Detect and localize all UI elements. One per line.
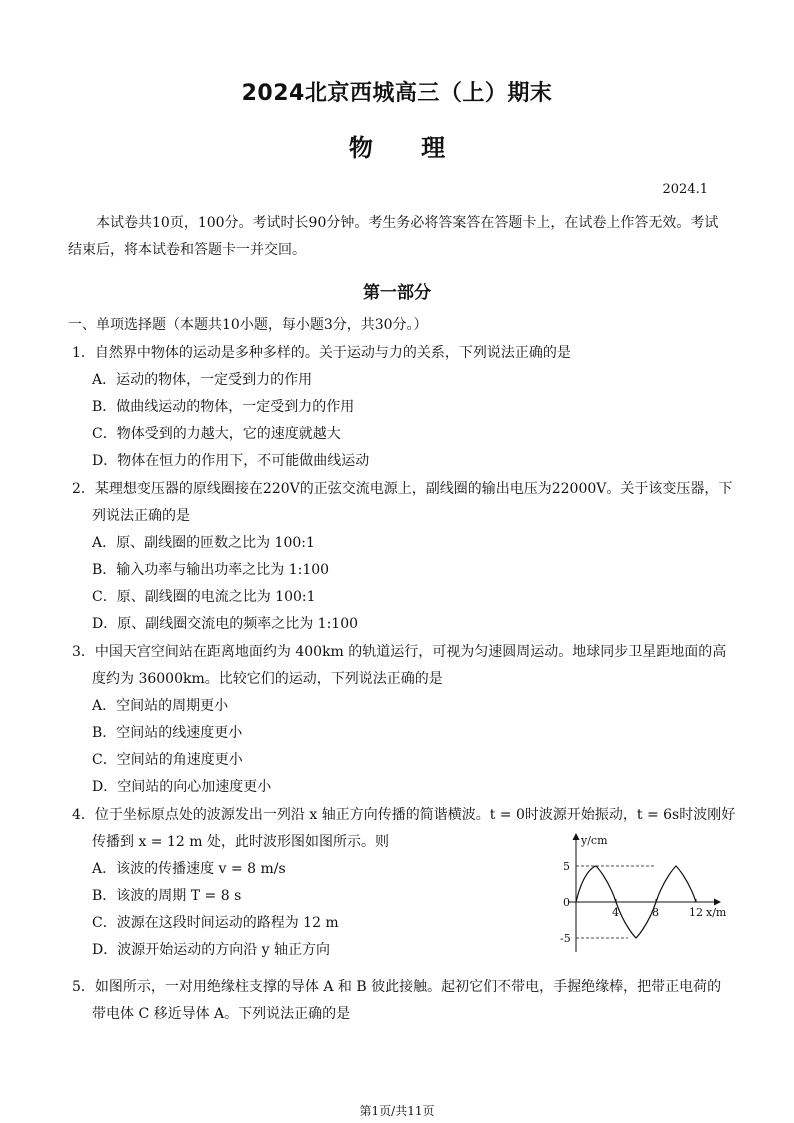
- y-tick-label-0: 0: [563, 896, 570, 909]
- question-3-option-d: D．空间站的向心加速度更小: [92, 779, 272, 795]
- question-2-option-d: D．原、副线圈交流电的频率之比为 1:100: [92, 616, 359, 632]
- question-1-option-d: D．物体在恒力的作用下，不可能做曲线运动: [92, 453, 370, 469]
- question-5-stem-cont: 带电体 C 移近导体 A。下列说法正确的是: [92, 1006, 351, 1022]
- x-tick-label-8: 8: [652, 906, 659, 919]
- question-1-option-b: B．做曲线运动的物体，一定受到力的作用: [92, 399, 355, 415]
- exam-date: 2024.1: [662, 182, 708, 197]
- question-2-option-b: B．输入功率与输出功率之比为 1:100: [92, 562, 330, 578]
- question-3-option-a: A．空间站的周期更小: [92, 698, 229, 714]
- question-3-option-b: B．空间站的线速度更小: [92, 725, 243, 741]
- question-5-stem: 5．如图所示，一对用绝缘柱支撑的导体 A 和 B 彼此接触。起初它们不带电，手握绝缘棒，把带正电荷的: [72, 979, 722, 995]
- subject-title: 物 理: [348, 134, 446, 162]
- y-axis-label: y/cm: [581, 834, 608, 847]
- question-4-stem-cont: 传播到 x = 12 m 处，此时波形图如图所示。则: [92, 834, 389, 850]
- question-2-stem-cont: 列说法正确的是: [92, 508, 190, 524]
- question-4-option-b: B．该波的周期 T = 8 s: [92, 888, 242, 904]
- intro-paragraph: 本试卷共10页，100分。考试时长90分钟。考生务必将答案答在答题卡上，在试卷上作答无效。考试结束后，将本试卷和答题卡一并交回。: [68, 215, 719, 258]
- question-4-option-d: D．波源开始运动的方向沿 y 轴正方向: [92, 942, 331, 958]
- question-1-stem: 1．自然界中物体的运动是多种多样的。关于运动与力的关系，下列说法正确的是: [72, 345, 571, 361]
- question-4-option-a: A．该波的传播速度 v = 8 m/s: [92, 861, 286, 877]
- part-title: 第一部分: [363, 283, 431, 303]
- x-axis-label: x/m: [706, 906, 727, 919]
- question-1-option-a: A．运动的物体，一定受到力的作用: [92, 372, 313, 388]
- question-3-stem: 3．中国天宫空间站在距离地面约为 400km 的轨道运行，可视为匀速圆周运动。地球同步卫星距地面的高: [72, 644, 727, 660]
- question-3-stem-cont: 度约为 36000km。比较它们的运动，下列说法正确的是: [92, 671, 443, 687]
- wave-figure: [548, 828, 728, 956]
- question-1-option-c: C．物体受到的力越大，它的速度就越大: [92, 426, 341, 442]
- question-2-option-a: A．原、副线圈的匝数之比为 100:1: [92, 535, 315, 551]
- x-tick-label-4: 4: [612, 906, 619, 919]
- y-tick-label-neg5: -5: [560, 932, 571, 945]
- section-title: 一、单项选择题（本题共10小题，每小题3分，共30分。）: [68, 317, 428, 333]
- x-tick-label-12: 12: [689, 906, 703, 919]
- question-4-stem: 4．位于坐标原点处的波源发出一列沿 x 轴正方向传播的简谐横波。t = 0时波源开始振动，t = 6s时波刚好: [72, 807, 736, 823]
- question-2-option-c: C．原、副线圈的电流之比为 100:1: [92, 589, 316, 605]
- exam-title: 2024北京西城高三（上）期末: [241, 81, 553, 106]
- question-3-option-c: C．空间站的角速度更小: [92, 752, 243, 768]
- page-footer: 第1页/共11页: [359, 1104, 435, 1118]
- y-tick-label-5: 5: [563, 860, 570, 873]
- question-4-option-c: C．波源在这段时间运动的路程为 12 m: [92, 915, 339, 931]
- question-2-stem: 2．某理想变压器的原线圈接在220V的正弦交流电源上，副线圈的输出电压为22000V。关于该变压器，下: [72, 481, 733, 497]
